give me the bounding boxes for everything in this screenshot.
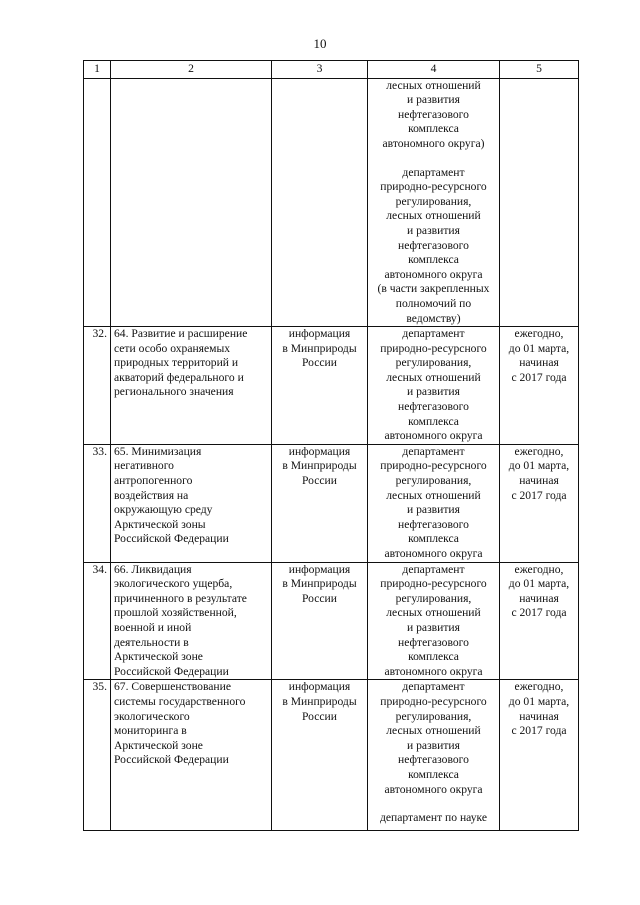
- table-row: [84, 444, 579, 562]
- cell-num: 32.: [84, 327, 111, 445]
- responsible-text: департамент природно-ресурсного регулирования, лесных отношений и развития нефтегазового комплекса автономного округа (в части закрепленных полномочий по ведомству): [377, 165, 490, 325]
- form-text: информация в Минприроды России: [282, 680, 357, 723]
- cell-responsible: [368, 78, 500, 327]
- cell-responsible: [368, 680, 500, 831]
- cell-form: [272, 327, 368, 445]
- term-text: ежегодно, до 01 марта, начиная с 2017 года: [508, 444, 570, 502]
- term-text: ежегодно, до 01 марта, начиная с 2017 года: [508, 327, 570, 384]
- responsible-text: департамент по науке: [380, 811, 487, 825]
- cell-responsible: [368, 327, 500, 445]
- cell-form: [272, 680, 368, 831]
- event-text: 65. Минимизация негативного антропогенного воздействия на окружающую среду Арктической зоны Российской Федерации: [114, 444, 229, 546]
- measures-table: [83, 60, 579, 831]
- column-header-3: 3: [272, 61, 368, 79]
- event-text: 67. Совершенствование системы государственного экологического мониторинга в Арктической зоне Российской Федерации: [114, 680, 246, 767]
- responsible-text: департамент природно-ресурсного регулирования, лесных отношений и развития нефтегазового комплекса автономного округа: [380, 680, 487, 796]
- responsible-text: департамент природно-ресурсного регулирования, лесных отношений и развития нефтегазового комплекса автономного округа: [380, 444, 487, 560]
- table-row: [84, 562, 579, 680]
- term-text: ежегодно, до 01 марта, начиная с 2017 года: [508, 562, 570, 620]
- table-row: [84, 327, 579, 445]
- cell-event: [111, 562, 272, 680]
- cell-term: [500, 78, 579, 327]
- column-header-2: 2: [111, 61, 272, 79]
- cell-event: [111, 78, 272, 327]
- form-text: информация в Минприроды России: [282, 327, 357, 370]
- cell-num: 34.: [84, 562, 111, 680]
- form-text: информация в Минприроды России: [282, 444, 357, 488]
- responsible-text: лесных отношений и развития нефтегазового комплекса автономного округа): [382, 78, 485, 150]
- column-header-5: 5: [500, 61, 579, 79]
- table-row: [84, 680, 579, 831]
- cell-term: [500, 680, 579, 831]
- column-number-row: [84, 61, 579, 79]
- responsible-text: департамент природно-ресурсного регулирования, лесных отношений и развития нефтегазового комплекса автономного округа: [380, 562, 487, 678]
- cell-event: [111, 680, 272, 831]
- page-number: 10: [313, 36, 327, 51]
- cell-term: [500, 562, 579, 680]
- event-text: 66. Ликвидация экологического ущерба, причиненного в результате прошлой хозяйственной, военной и иной деятельности в Арктической зоне Российской Федерации: [114, 562, 247, 678]
- cell-form: [272, 562, 368, 680]
- cell-responsible: [368, 444, 500, 562]
- cell-form: [272, 78, 368, 327]
- continuation-row: [84, 78, 579, 327]
- cell-num: 33.: [84, 444, 111, 562]
- column-header-4: 4: [368, 61, 500, 79]
- cell-num: [84, 78, 111, 327]
- cell-event: [111, 444, 272, 562]
- form-text: информация в Минприроды России: [282, 562, 357, 605]
- cell-term: [500, 327, 579, 445]
- cell-event: 64. Развитие и расширение сети особо охраняемых природных территорий и акваторий федерального и регионального значения: [111, 327, 272, 445]
- term-text: ежегодно, до 01 марта, начиная с 2017 года: [508, 680, 570, 738]
- cell-term: [500, 444, 579, 562]
- cell-form: [272, 444, 368, 562]
- cell-num: 35.: [84, 680, 111, 831]
- responsible-text: департамент природно-ресурсного регулирования, лесных отношений и развития нефтегазового комплекса автономного округа: [380, 327, 487, 443]
- cell-responsible: [368, 562, 500, 680]
- column-header-1: 1: [84, 61, 111, 79]
